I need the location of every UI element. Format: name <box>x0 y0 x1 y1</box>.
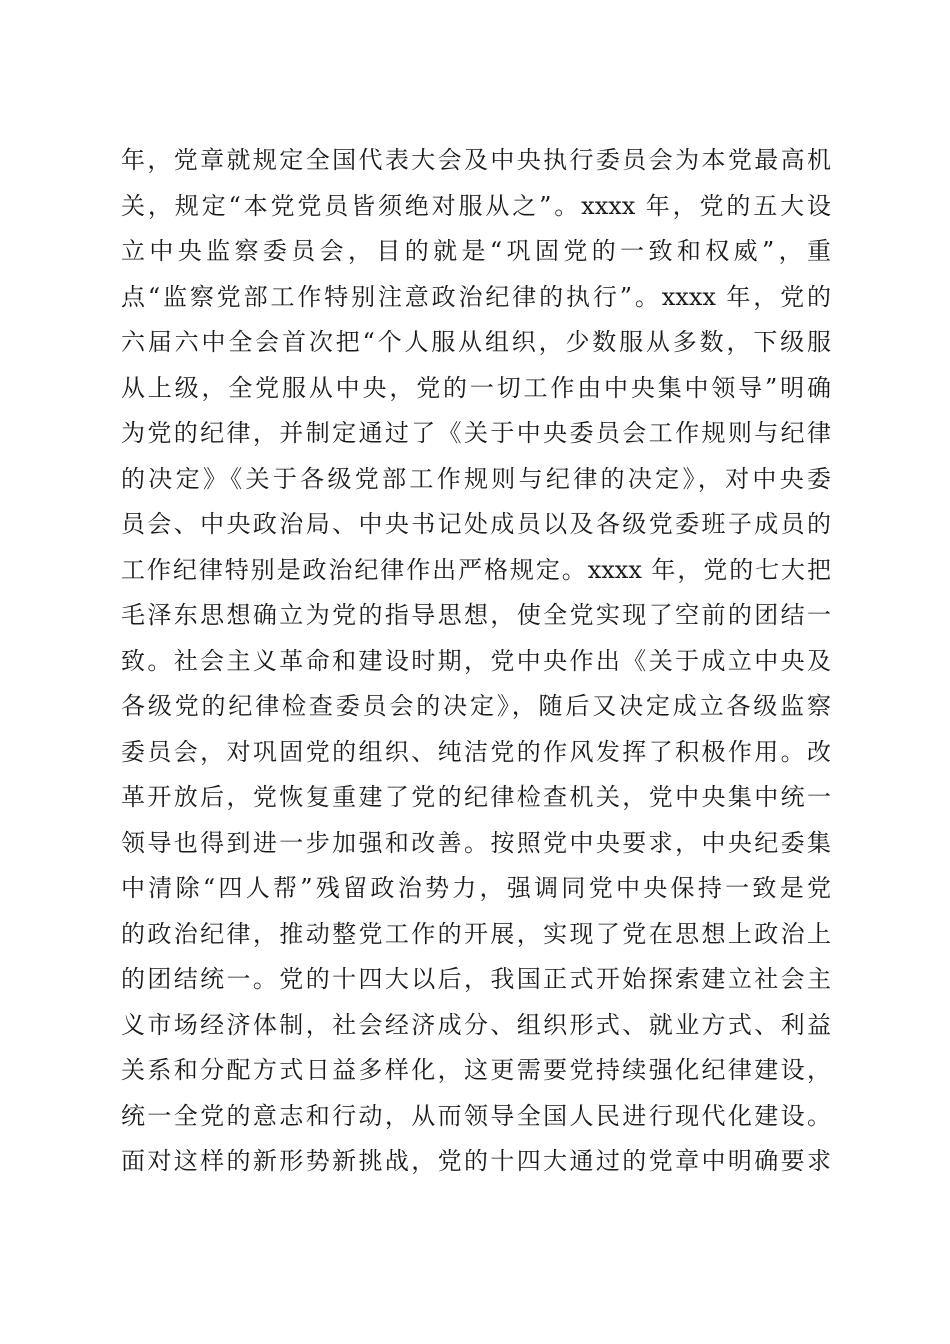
text-line: 点“监察党部工作特别注意政治纪律的执行”。xxxx 年，党的 <box>121 282 831 311</box>
text-line: 关，规定“本党党员皆须绝对服从之”。xxxx 年，党的五大设 <box>121 191 831 220</box>
text-line: 关系和分配方式日益多样化，这更需要党持续强化纪律建设， <box>121 1056 831 1084</box>
text-line: 为党的纪律，并制定通过了《关于中央委员会工作规则与纪律 <box>121 419 831 447</box>
text-line: 各级党的纪律检查委员会的决定》，随后又决定成立各级监察 <box>121 692 831 720</box>
text-line: 中清除“四人帮”残留政治势力，强调同党中央保持一致是党 <box>121 874 831 902</box>
text-line: 年，党章就规定全国代表大会及中央执行委员会为本党最高机 <box>121 146 831 174</box>
text-line: 的决定》《关于各级党部工作规则与纪律的决定》，对中央委 <box>121 464 831 493</box>
text-line: 委员会，对巩固党的组织、纯洁党的作风发挥了积极作用。改 <box>121 737 831 766</box>
text-line: 毛泽东思想确立为党的指导思想，使全党实现了空前的团结一 <box>121 601 831 629</box>
body-paragraph <box>121 138 831 1185</box>
text-line: 员会、中央政治局、中央书记处成员以及各级党委班子成员的 <box>121 510 831 538</box>
text-line: 的政治纪律，推动整党工作的开展，实现了党在思想上政治上 <box>121 919 831 948</box>
text-line: 六届六中全会首次把“个人服从组织，少数服从多数，下级服 <box>121 328 831 356</box>
text-line: 面对这样的新形势新挑战，党的十四大通过的党章中明确要求 <box>121 1147 831 1175</box>
text-line: 领导也得到进一步加强和改善。按照党中央要求，中央纪委集 <box>121 828 831 857</box>
text-line: 致。社会主义革命和建设时期，党中央作出《关于成立中央及 <box>121 646 831 675</box>
text-line: 统一全党的意志和行动，从而领导全国人民进行现代化建设。 <box>121 1101 831 1130</box>
text-line: 革开放后，党恢复重建了党的纪律检查机关，党中央集中统一 <box>121 783 831 811</box>
text-line: 工作纪律特别是政治纪律作出严格规定。xxxx 年，党的七大把 <box>121 555 831 584</box>
text-line: 从上级，全党服从中央，党的一切工作由中央集中领导”明确 <box>121 373 831 402</box>
text-line: 的团结统一。党的十四大以后，我国正式开始探索建立社会主 <box>121 965 831 993</box>
text-line: 立中央监察委员会，目的就是“巩固党的一致和权威”，重 <box>121 237 831 265</box>
text-line: 义市场经济体制，社会经济成分、组织形式、就业方式、利益 <box>121 1010 831 1039</box>
